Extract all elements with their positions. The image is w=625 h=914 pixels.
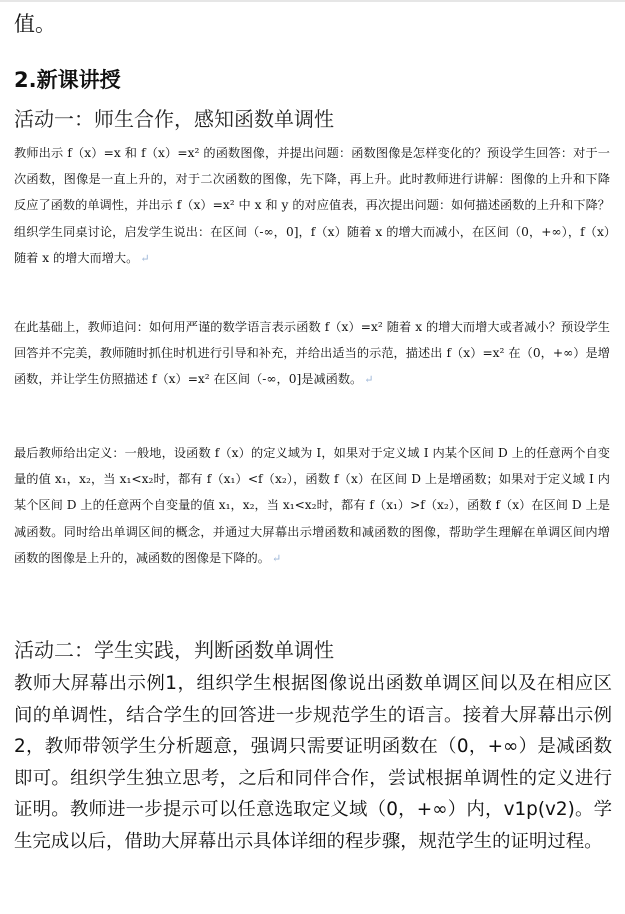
paragraph-mark-icon: ↵ bbox=[364, 373, 374, 387]
paragraph-text: 在此基础上，教师追问：如何用严谨的数学语言表示函数 f（x）=x² 随着 x 的增大而增大或者减小？预设学生回答并不完美，教师随时抓住时机进行引导和补充，并给出适当的示范，描述出 f（x）=x² 在（0，+∞）是增函数，并让学生仿照描述 f（x）=x² 在区间（-∞，0]是减函数。 bbox=[14, 320, 610, 387]
section-heading: 2.新课讲授 bbox=[14, 68, 121, 92]
paragraph-text: 教师出示 f（x）=x 和 f（x）=x² 的函数图像，并提出问题：函数图像是怎样变化的？预设学生回答：对于一次函数，图像是一直上升的，对于二次函数的图像，先下降，再上升。此时教师进行讲解：图像的上升和下降反应了函数的单调性，并出示 f（x）=x² 中 x 和 y 的对应值表，再次提出问题：如何描述函数的上升和下降？组织学生同桌讨论，启发学生说出：在区间（-∞，0]，f（x）随着 x 的增大而减小，在区间（0，+∞），f（x）随着 x 的增大而增大。 bbox=[14, 146, 610, 265]
paragraph-mark-icon: ↵ bbox=[271, 551, 282, 565]
activity-one-heading: 活动一：师生合作，感知函数单调性 bbox=[14, 107, 334, 131]
previous-paragraph-tail: 值。 bbox=[14, 12, 56, 36]
activity-two-heading: 活动二：学生实践，判断函数单调性 bbox=[14, 638, 334, 662]
activity-two-paragraph: 教师大屏幕出示例1，组织学生根据图像说出函数单调区间以及在相应区间的单调性，结合学生的回答进一步规范学生的语言。接着大屏幕出示例2，教师带领学生分析题意，强调只需要证明函数在（0，+∞）是减函数即可。组织学生独立思考，之后和同伴合作，尝试根据单调性的定义进行证明。教师进一步提示可以任意选取定义域（0，+∞）内，v1p(v2)。学生完成以后，借助大屏幕出示具体详细的程步骤，规范学生的证明过程。 bbox=[14, 673, 612, 852]
activity-one-paragraph-2 bbox=[14, 314, 610, 394]
paragraph-text: 最后教师给出定义：一般地，设函数 f（x）的定义域为 I，如果对于定义域 I 内某个区间 D 上的任意两个自变量的值 x₁，x₂，当 x₁<x₂时，都有 f（x₁）<f（x₂），函数 f（x）在区间 D 上是增函数；如果对于定义域 I 内某个区间 D 上的任意两个自变量的值 x₁，x₂，当 x₁<x₂时，都有 f（x₁）>f（x₂），函数 f（x）在区间 D 上是减函数。同时给出单调区间的概念，并通过大屏幕出示增函数和减函数的图像，帮助学生理解在单调区间内增函数的图像是上升的，减函数的图像是下降的。 bbox=[14, 446, 610, 565]
activity-one-paragraph-3 bbox=[14, 440, 610, 572]
activity-one-paragraph-1 bbox=[14, 140, 610, 272]
paragraph-mark-icon: ↵ bbox=[140, 251, 150, 265]
top-divider bbox=[0, 0, 625, 2]
